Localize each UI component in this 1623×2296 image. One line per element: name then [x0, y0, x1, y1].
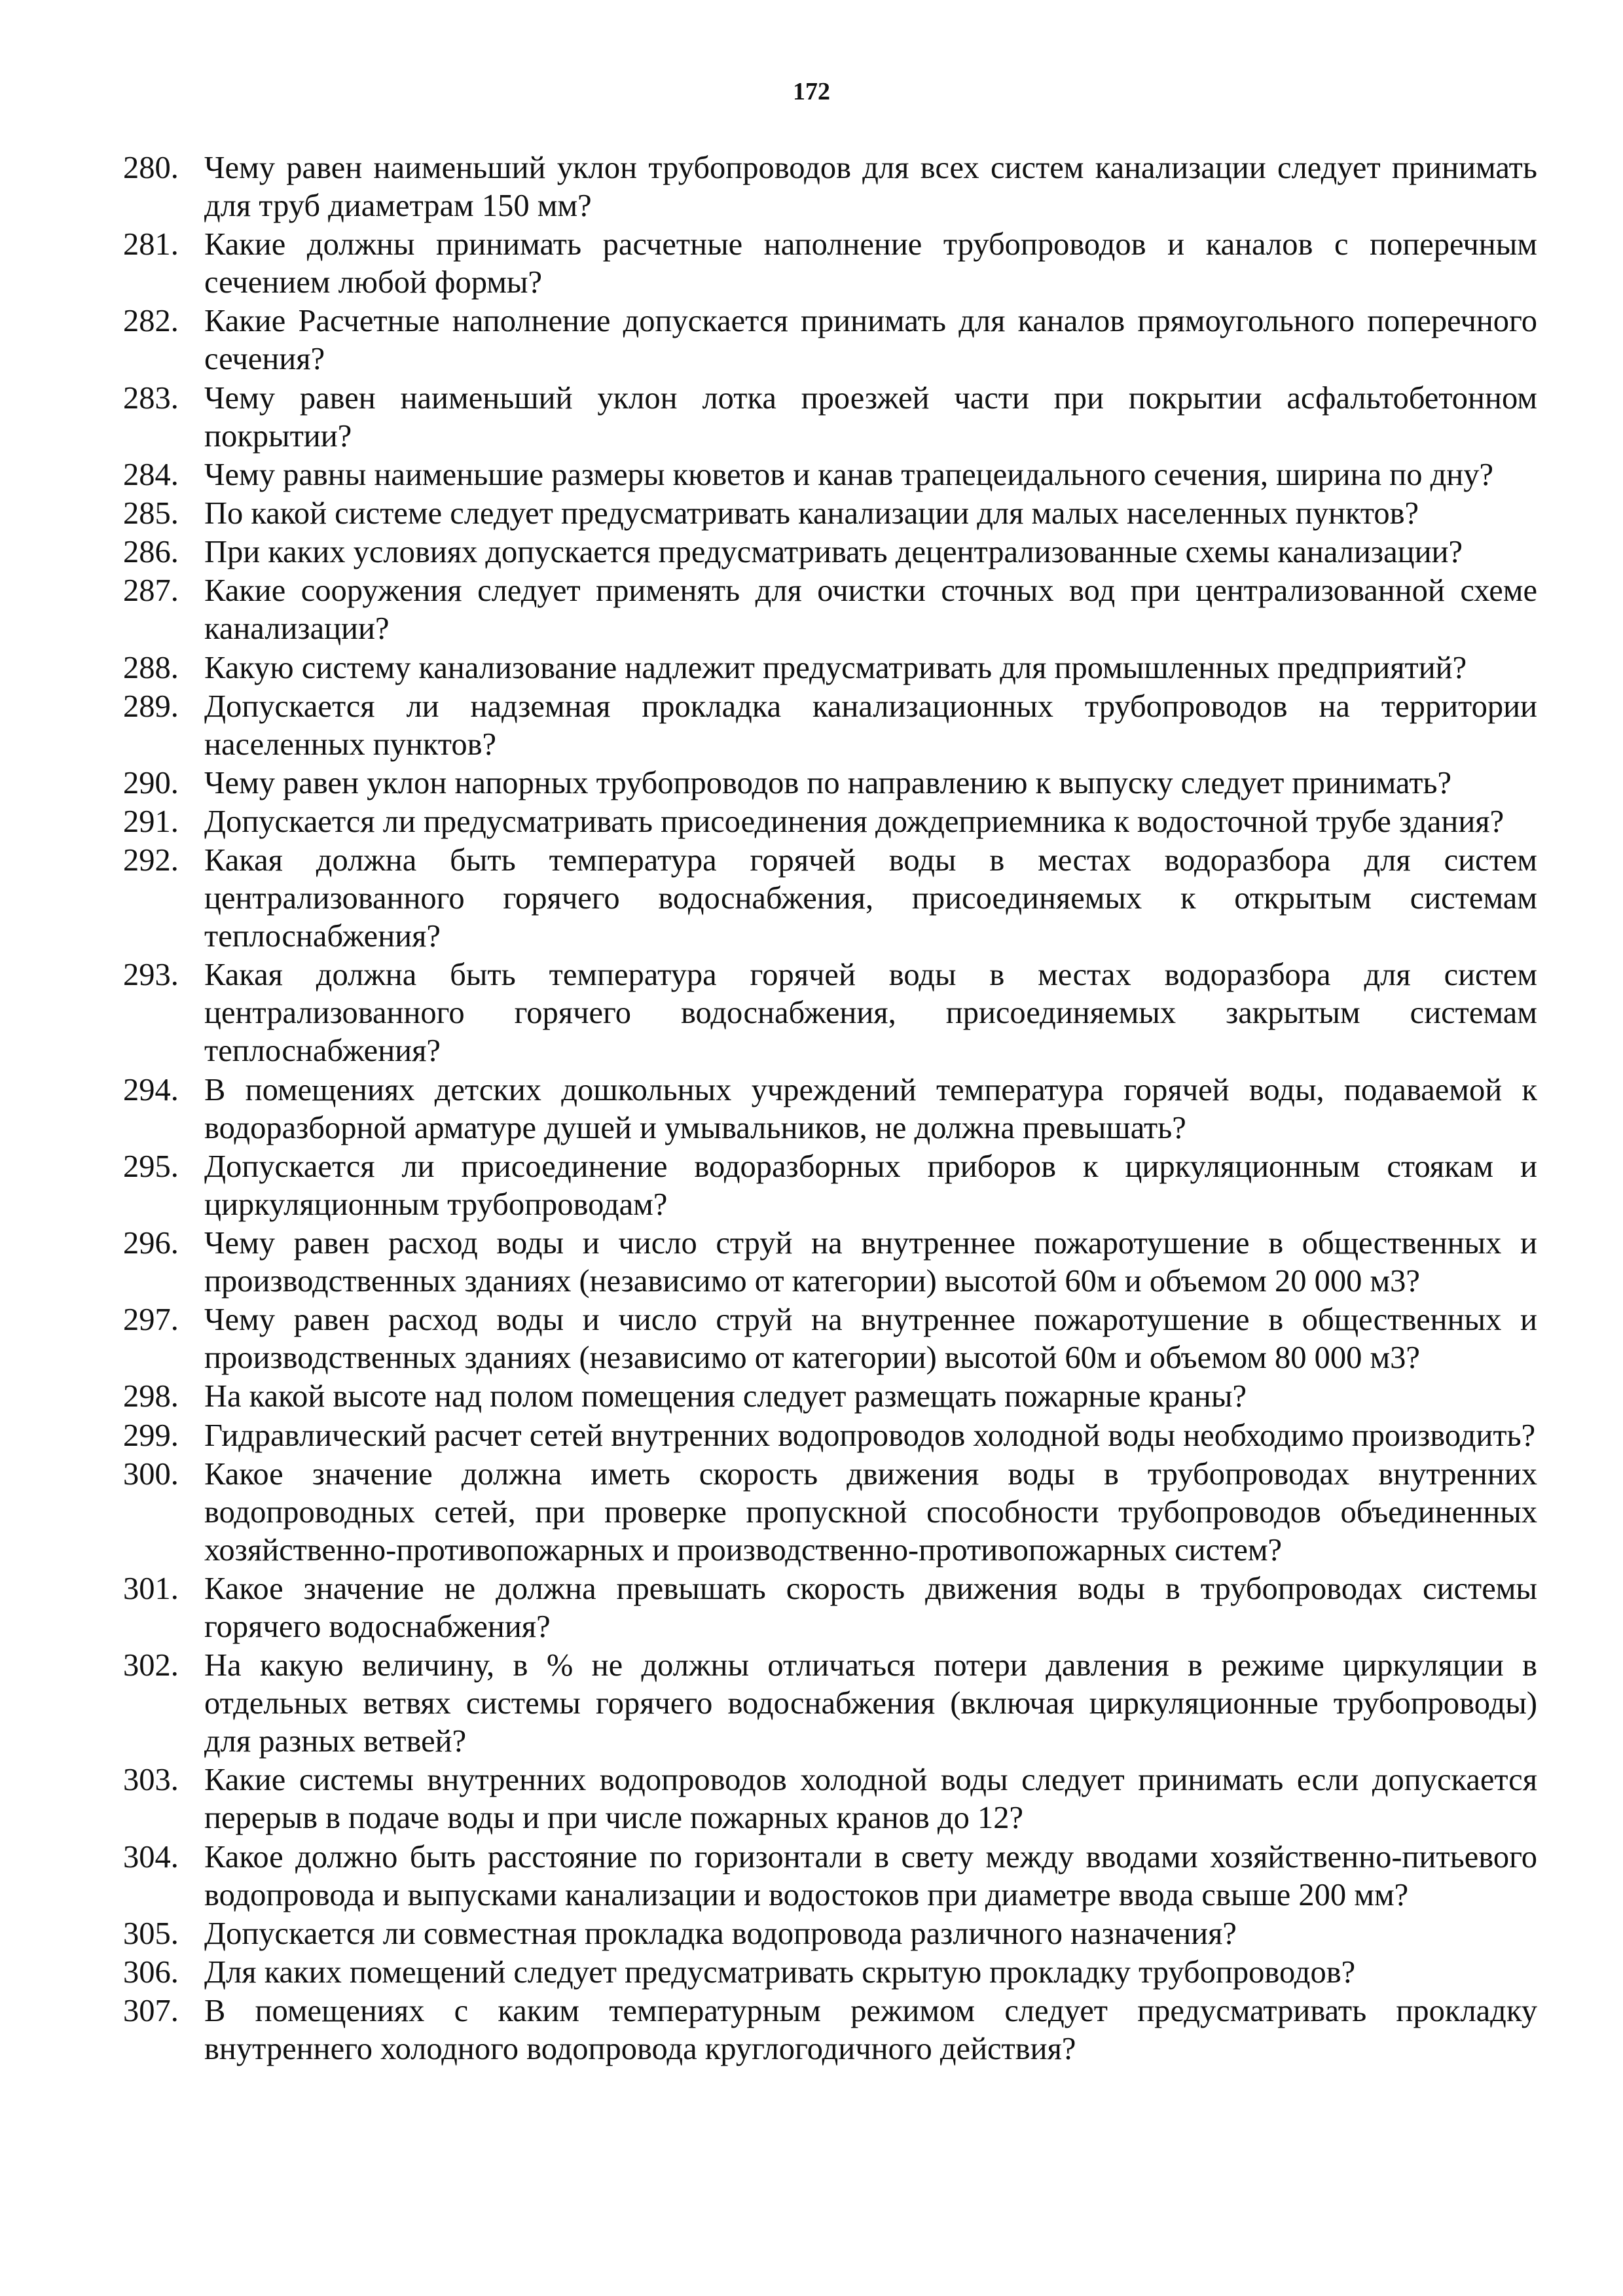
question-item [123, 149, 1537, 225]
question-text: Какие должны принимать расчетные наполнение трубопроводов и каналов с поперечным сечением любой формы? [204, 227, 1537, 300]
question-item [123, 1378, 1537, 1416]
question-item [123, 1301, 1537, 1377]
question-item [123, 1570, 1537, 1646]
question-item [123, 842, 1537, 956]
page-number: 172 [793, 78, 830, 105]
question-number: 292. [123, 843, 179, 878]
question-text: Какое должно быть расстояние по горизонтали в свету между вводами хозяйственно-питьевого водопровода и выпусками канализации и водостоков при диаметре ввода свыше 200 мм? [204, 1839, 1537, 1912]
question-number: 280. [123, 151, 179, 185]
question-number: 294. [123, 1072, 179, 1107]
question-text: Чему равен расход воды и число струй на внутреннее пожаротушение в общественных и производственных зданиях (независимо от категории) высотой 60м и объемом 20 000 м3? [204, 1226, 1537, 1299]
question-text: По какой системе следует предусматривать канализации для малых населенных пунктов? [204, 495, 1419, 531]
question-text: Какие Расчетные наполнение допускается принимать для каналов прямоугольного поперечного сечения? [204, 304, 1537, 377]
question-item [123, 380, 1537, 456]
question-number: 291. [123, 804, 179, 840]
question-item [123, 688, 1537, 764]
question-text: При каких условиях допускается предусматривать децентрализованные схемы канализации? [204, 535, 1463, 570]
question-number: 304. [123, 1839, 179, 1874]
question-text: Какая должна быть температура горячей воды в местах водоразбора для систем централизованного горячего водоснабжения, присоединяемых к открытым системам теплоснабжения? [204, 843, 1537, 954]
question-number: 282. [123, 304, 179, 339]
question-text: Какое значение не должна превышать скорость движения воды в трубопроводах системы горячего водоснабжения? [204, 1571, 1537, 1644]
question-text: В помещениях детских дошкольных учреждений температура горячей воды, подаваемой к водоразборной арматуре душей и умывальников, не должна превышать? [204, 1072, 1537, 1145]
question-number: 290. [123, 765, 179, 800]
question-number: 306. [123, 1954, 179, 1990]
question-item [123, 1647, 1537, 1761]
question-text: Чему равны наименьшие размеры кюветов и канав трапецеидального сечения, ширина по дну? [204, 457, 1494, 492]
question-number: 301. [123, 1571, 179, 1606]
question-number: 295. [123, 1149, 179, 1184]
question-item [123, 1456, 1537, 1570]
question-text: Какое значение должна иметь скорость движения воды в трубопроводах внутренних водопроводных сетей, при проверке пропускной способности трубопроводов объединенных хозяйственно-противопожарных и производственно-противопожарных систем? [204, 1456, 1537, 1568]
question-number: 284. [123, 457, 179, 492]
question-number: 303. [123, 1763, 179, 1798]
question-text: В помещениях с каким температурным режимом следует предусматривать прокладку внутреннего холодного водопровода круглогодичного действия? [204, 1994, 1537, 2067]
question-number: 289. [123, 689, 179, 724]
question-list [123, 149, 1537, 2069]
question-text: Допускается ли надземная прокладка канализационных трубопроводов на территории населенных пунктов? [204, 689, 1537, 762]
question-item [123, 1915, 1537, 1953]
question-number: 288. [123, 650, 179, 685]
question-text: Допускается ли присоединение водоразборных приборов к циркуляционным стоякам и циркуляционным трубопроводам? [204, 1149, 1537, 1222]
question-item [123, 533, 1537, 571]
question-item [123, 495, 1537, 533]
question-text: Гидравлический расчет сетей внутренних водопроводов холодной воды необходимо производить? [204, 1418, 1536, 1453]
question-item [123, 302, 1537, 378]
question-item [123, 1954, 1537, 1992]
question-item [123, 764, 1537, 802]
question-text: На какой высоте над полом помещения следует размещать пожарные краны? [204, 1379, 1247, 1414]
question-number: 283. [123, 380, 179, 416]
question-item [123, 1225, 1537, 1300]
question-number: 299. [123, 1418, 179, 1453]
question-number: 300. [123, 1456, 179, 1492]
question-number: 287. [123, 573, 179, 609]
question-number: 286. [123, 535, 179, 570]
question-item [123, 649, 1537, 687]
question-text: Чему равен расход воды и число струй на внутреннее пожаротушение в общественных и производственных зданиях (независимо от категории) высотой 60м и объемом 80 000 м3? [204, 1302, 1537, 1376]
question-item [123, 1071, 1537, 1147]
question-text: Какую систему канализование надлежит предусматривать для промышленных предприятий? [204, 650, 1467, 685]
question-number: 307. [123, 1994, 179, 2029]
question-number: 296. [123, 1226, 179, 1261]
question-item [123, 1992, 1537, 2068]
question-item [123, 1761, 1537, 1837]
question-number: 302. [123, 1648, 179, 1683]
question-number: 298. [123, 1379, 179, 1414]
question-text: Чему равен уклон напорных трубопроводов по направлению к выпуску следует принимать? [204, 765, 1452, 800]
question-text: Допускается ли совместная прокладка водопровода различного назначения? [204, 1916, 1237, 1951]
question-text: Допускается ли предусматривать присоединения дождеприемника к водосточной трубе здания? [204, 804, 1504, 840]
question-item [123, 1839, 1537, 1914]
question-number: 305. [123, 1916, 179, 1951]
question-number: 297. [123, 1302, 179, 1338]
question-text: На какую величину, в % не должны отличаться потери давления в режиме циркуляции в отдельных ветвях системы горячего водоснабжения (включая циркуляционные трубопроводы) для разных ветвей? [204, 1648, 1537, 1759]
question-number: 285. [123, 495, 179, 531]
question-text: Какие сооружения следует применять для очистки сточных вод при централизованной схеме канализации? [204, 573, 1537, 647]
question-item [123, 572, 1537, 648]
question-text: Какие системы внутренних водопроводов холодной воды следует принимать если допускается перерыв в подаче воды и при числе пожарных кранов до 12? [204, 1763, 1537, 1836]
question-item [123, 1148, 1537, 1224]
question-item [123, 956, 1537, 1070]
question-item [123, 803, 1537, 841]
question-number: 293. [123, 958, 179, 993]
question-text: Какая должна быть температура горячей воды в местах водоразбора для систем централизованного горячего водоснабжения, присоединяемых закрытым системам теплоснабжения? [204, 958, 1537, 1069]
question-item [123, 456, 1537, 494]
question-text: Чему равен наименьший уклон трубопроводов для всех систем канализации следует принимать для труб диаметрам 150 мм? [204, 151, 1537, 223]
question-item [123, 226, 1537, 302]
question-number: 281. [123, 227, 179, 262]
question-text: Чему равен наименьший уклон лотка проезжей части при покрытии асфальтобетонном покрытии? [204, 380, 1537, 454]
question-text: Для каких помещений следует предусматривать скрытую прокладку трубопроводов? [204, 1954, 1356, 1990]
question-item [123, 1417, 1537, 1455]
